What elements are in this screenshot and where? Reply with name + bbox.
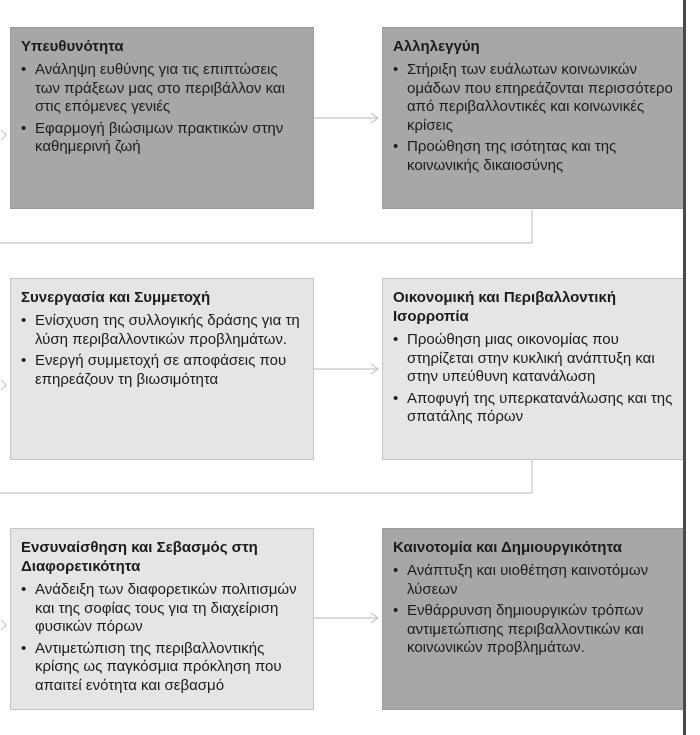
box-title: Καινοτομία και Δημιουργικότητα: [393, 539, 622, 556]
entry-arrowhead-row3: [1, 620, 6, 630]
connector-wrap-1: [0, 210, 532, 243]
box-title: Ενσυναίσθηση και Σεβασμός στη Διαφορετικότητα: [21, 539, 258, 575]
right-edge-border: [683, 0, 686, 735]
bullet-item: • Προώθηση της ισότητας και της κοινωνικής δικαιοσύνης: [393, 138, 674, 175]
box-title: Συνεργασία και Συμμετοχή: [21, 289, 211, 306]
bullet-item: • Στήριξη των ευάλωτων κοινωνικών ομάδων που επηρεάζονται περισσότερο από περιβαλλοντικές και κοινωνικές κρίσεις: [393, 61, 674, 135]
bullet-item: • Αντιμετώπιση της περιβαλλοντικής κρίσης ως παγκόσμια πρόκληση που απαιτεί ενότητα και σεβασμό: [21, 640, 303, 696]
box-responsibility: [10, 27, 314, 209]
box-solidarity: [382, 27, 685, 209]
bullet-item: • Αποφυγή της υπερκατανάλωσης και της σπατάλης πόρων: [393, 390, 674, 427]
connector-wrap-2: [0, 460, 532, 493]
bullet-list: [21, 312, 303, 389]
entry-arrowhead-row2: [1, 380, 6, 390]
bullet-item: • Ενθάρρυνση δημιουργικών τρόπων αντιμετώπισης περιβαλλοντικών και κοινωνικών προβλημάτων.: [393, 602, 674, 658]
box-title: Οικονομική και Περιβαλλοντική Ισορροπία: [393, 289, 617, 325]
box-innovation-creativity: [382, 528, 685, 710]
box-empathy-diversity: [10, 528, 314, 710]
box-title: Αλληλεγγύη: [393, 38, 480, 55]
bullet-list: [393, 331, 674, 427]
box-title: Υπευθυνότητα: [21, 38, 124, 55]
bullet-item: • Ανάπτυξη και υιοθέτηση καινοτόμων λύσεων: [393, 562, 674, 599]
bullet-item: • Ενεργή συμμετοχή σε αποφάσεις που επηρεάζουν τη βιωσιμότητα: [21, 352, 303, 389]
bullet-item: • Εφαρμογή βιώσιμων πρακτικών στην καθημερινή ζωή: [21, 120, 303, 157]
bullet-item: • Ανάληψη ευθύνης για τις επιπτώσεις των πράξεων μας στο περιβάλλον και στις επόμενες γενιές: [21, 61, 303, 117]
bullet-list: [393, 61, 674, 175]
box-cooperation: [10, 278, 314, 460]
entry-arrowhead-row1: [1, 130, 6, 140]
bullet-item: • Ανάδειξη των διαφορετικών πολιτισμών και της σοφίας τους για τη διαχείριση φυσικών πόρων: [21, 581, 303, 637]
box-economic-environmental-balance: [382, 278, 685, 460]
bullet-item: • Προώθηση μιας οικονομίας που στηρίζεται στην κυκλική ανάπτυξη και στην υπεύθυνη κατανάλωση: [393, 331, 674, 387]
bullet-list: [393, 562, 674, 658]
bullet-list: [21, 581, 303, 695]
bullet-list: [21, 61, 303, 157]
bullet-item: • Ενίσχυση της συλλογικής δράσης για τη λύση περιβαλλοντικών προβλημάτων.: [21, 312, 303, 349]
